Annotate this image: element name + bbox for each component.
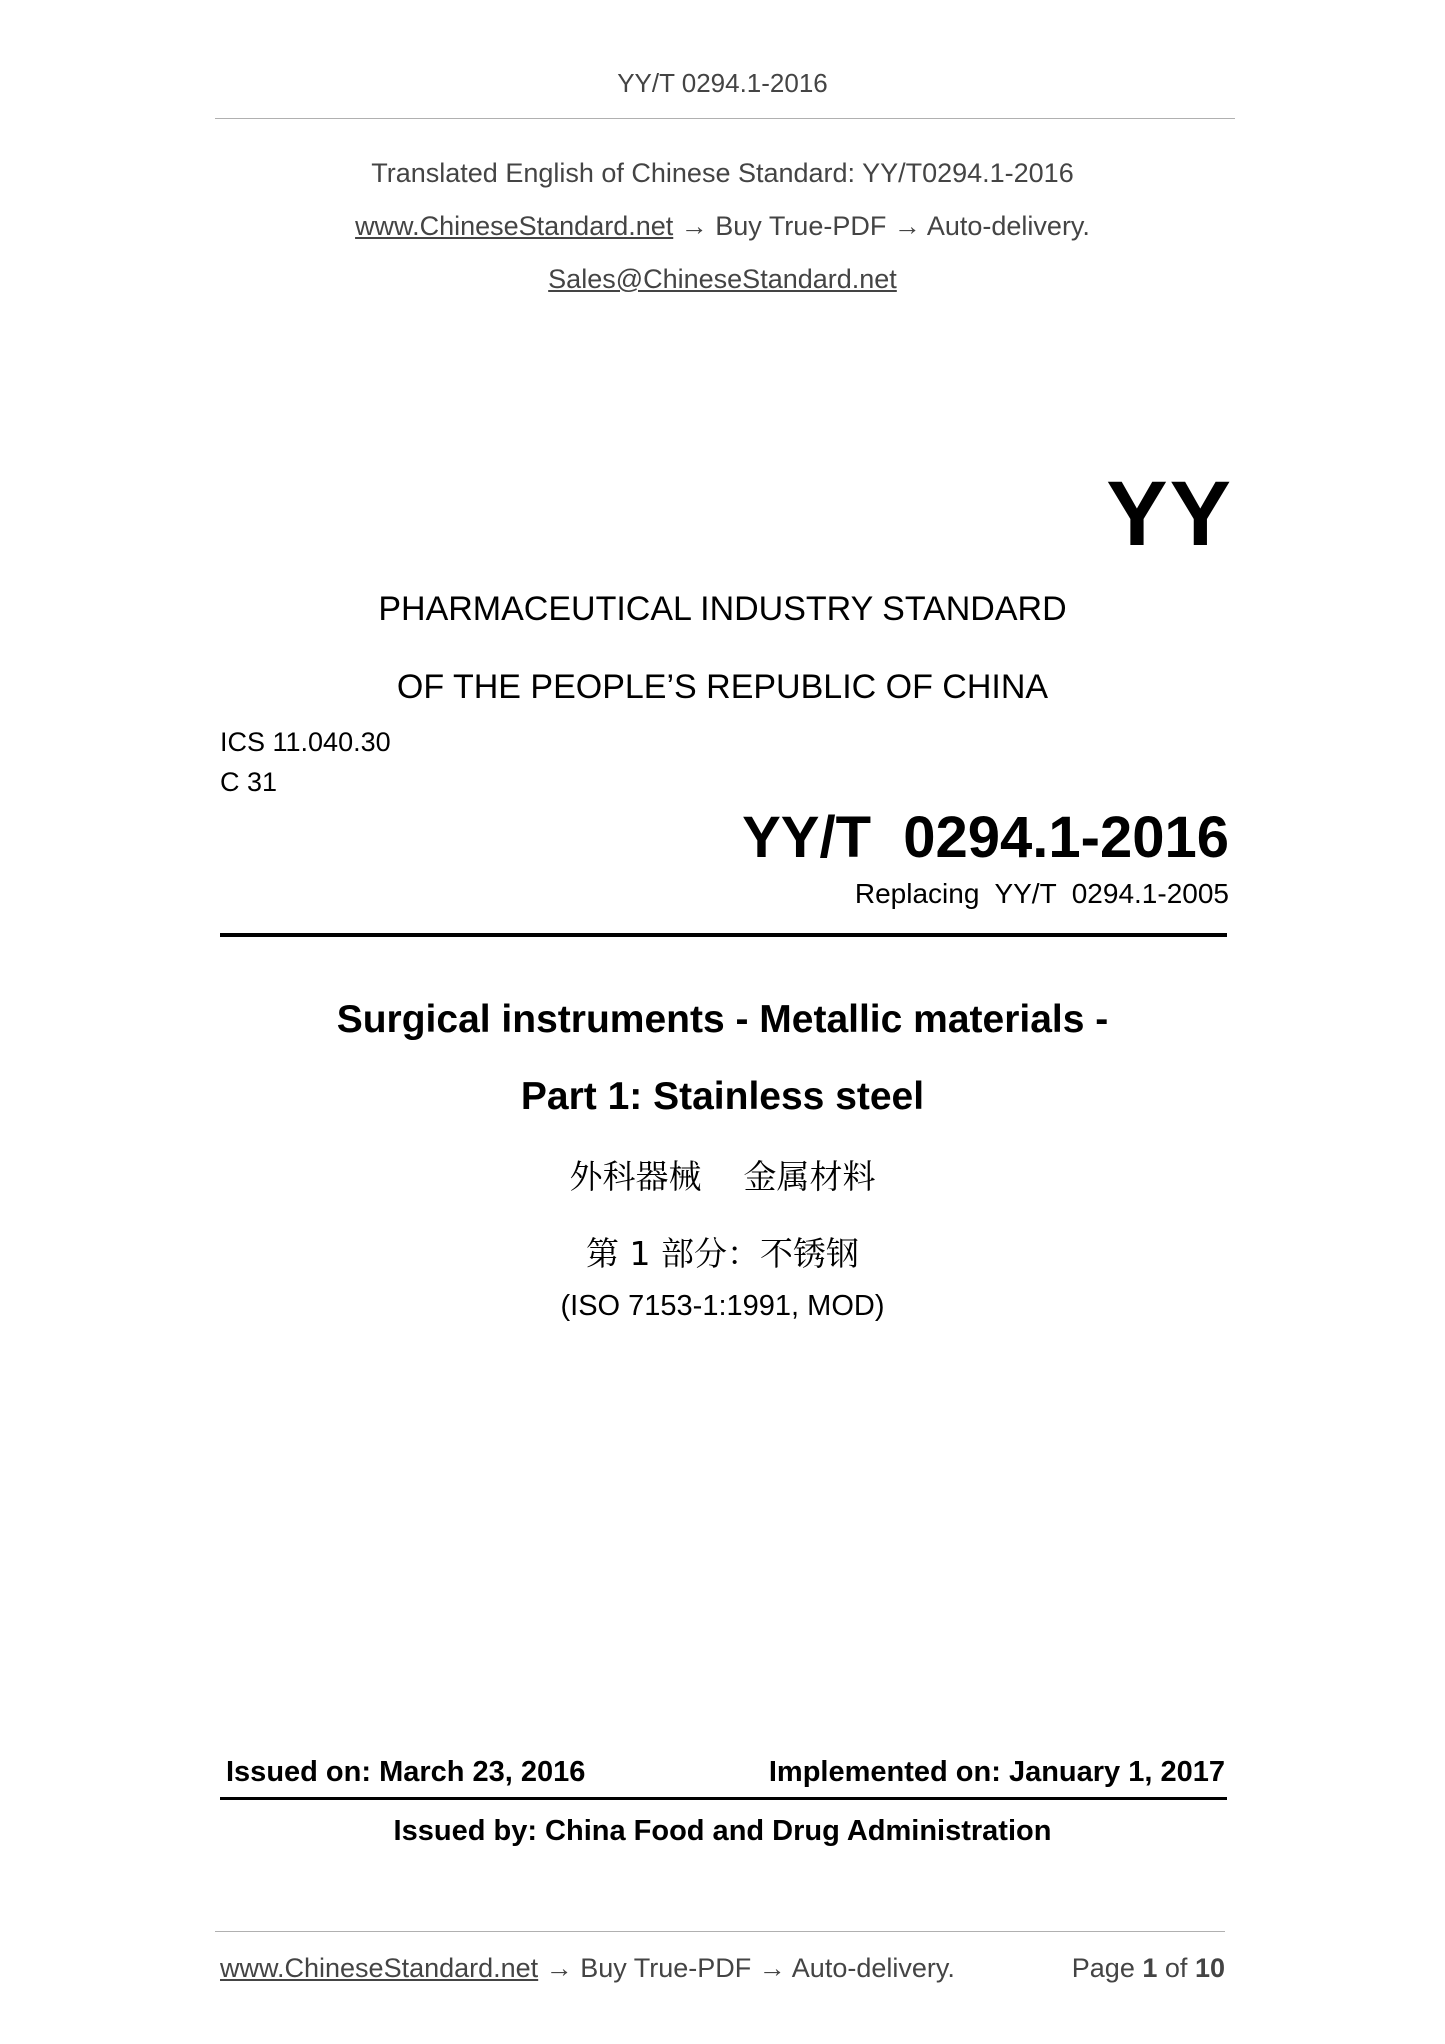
issue-divider (220, 1797, 1227, 1800)
title-en-line1: Surgical instruments - Metallic materials - (336, 998, 1109, 1041)
replacing-note: Replacing YY/T 0294.1-2005 (854, 878, 1229, 909)
footer-divider (215, 1931, 1225, 1932)
page-of-label: of (1164, 1953, 1188, 1983)
arrow-right-icon: → (545, 1953, 573, 1983)
standard-number: YY/T 0294.1-2016 (742, 805, 1229, 870)
sales-email-row (0, 264, 1445, 295)
arrow-right-icon: → (758, 1953, 786, 1983)
page-current: 1 (1142, 1953, 1158, 1983)
title-cn-line2: 第 1 部分：不锈钢 (586, 1234, 859, 1273)
site-link[interactable]: www.ChineseStandard.net (355, 211, 674, 241)
standard-mark: YY (1106, 463, 1233, 565)
footer-buy-label: Buy True-PDF (580, 1953, 752, 1983)
page-indicator (1072, 1953, 1225, 1984)
issuing-authority: Issued by: China Food and Drug Administration (393, 1815, 1052, 1847)
page-label: Page (1071, 1953, 1135, 1983)
ccs-code: C 31 (220, 767, 278, 797)
adoption-note: (ISO 7153-1:1991, MOD) (560, 1290, 885, 1322)
header-divider (215, 118, 1235, 119)
delivery-label: Auto-delivery. (926, 211, 1090, 241)
running-header: YY/T 0294.1-2016 (617, 68, 828, 98)
purchase-banner (0, 211, 1445, 242)
page-total: 10 (1194, 1953, 1225, 1983)
ics-code: ICS 11.040.30 (220, 727, 391, 757)
implemented-on-date: Implemented on: January 1, 2017 (768, 1756, 1225, 1788)
translation-notice: Translated English of Chinese Standard: YY/T0294.1-2016 (371, 158, 1074, 188)
footer-site-link[interactable]: www.ChineseStandard.net (220, 1953, 539, 1983)
title-divider (220, 933, 1227, 937)
standard-type-line1: PHARMACEUTICAL INDUSTRY STANDARD (378, 590, 1067, 628)
title-cn-line1: 外科器械 金属材料 (569, 1157, 876, 1196)
footer-purchase-banner (220, 1953, 955, 1984)
issued-on-date: Issued on: March 23, 2016 (226, 1756, 586, 1788)
standard-type-line2: OF THE PEOPLE’S REPUBLIC OF CHINA (396, 668, 1049, 706)
buy-label: Buy True-PDF (715, 211, 887, 241)
arrow-right-icon: → (680, 211, 708, 241)
arrow-right-icon: → (893, 211, 921, 241)
footer-delivery-label: Auto-delivery. (791, 1953, 955, 1983)
title-en-line2: Part 1: Stainless steel (520, 1075, 925, 1118)
sales-email-link[interactable]: Sales@ChineseStandard.net (548, 264, 897, 294)
